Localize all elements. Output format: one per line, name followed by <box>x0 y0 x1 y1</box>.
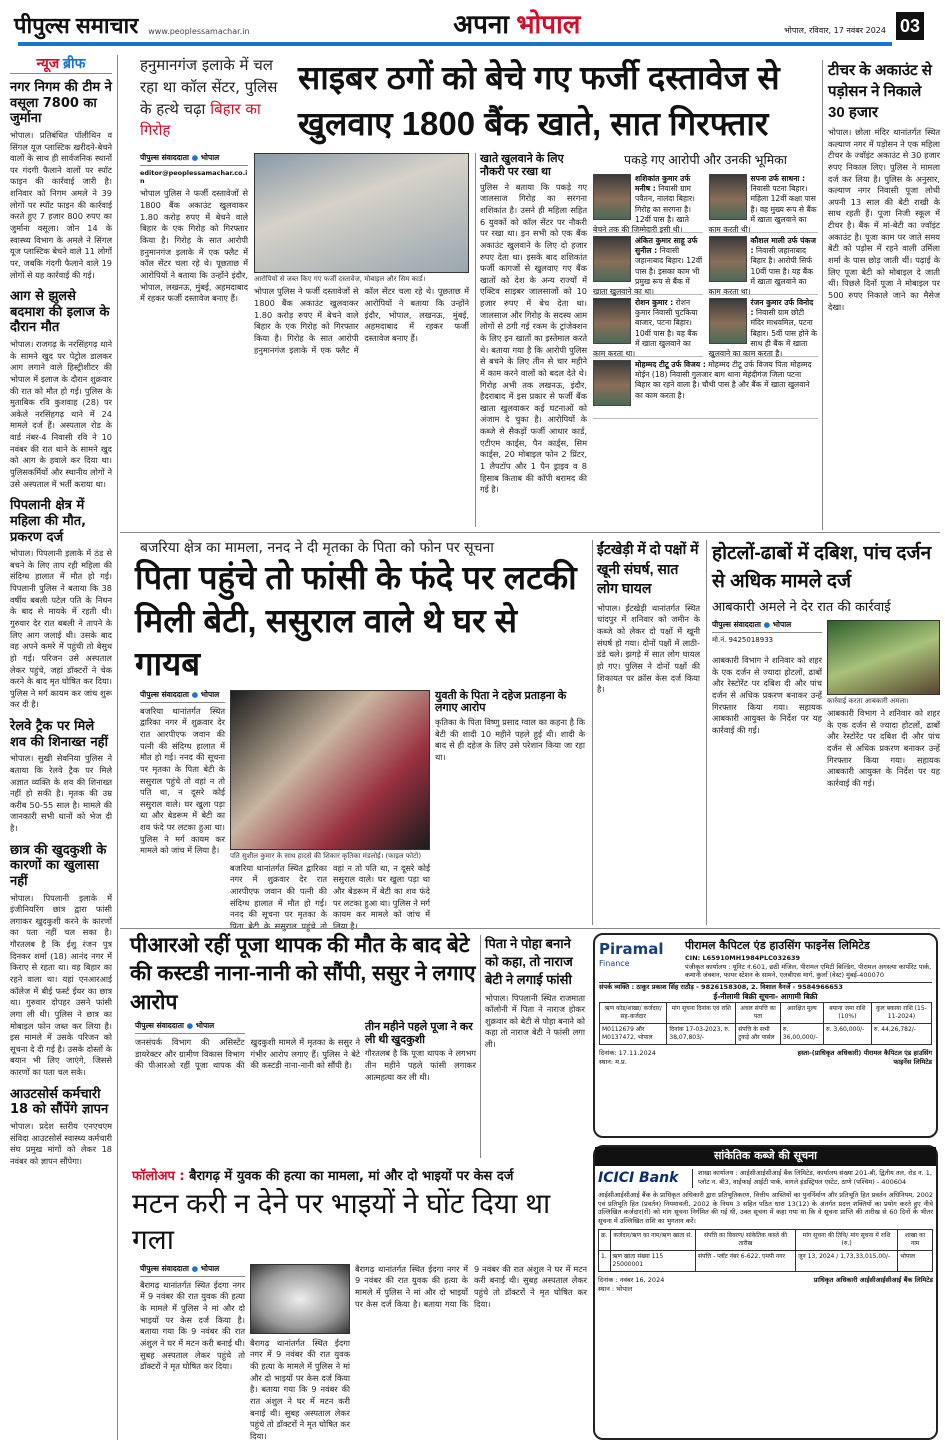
poha-body: भोपाल। पिपलानी स्थित राजमाता कॉलोनी में पिता ने नाराज होकर शुक्रवार को बेटी से पोहा बनाने को कहा तो नाराज बेटी ने फांसी लगा ली। <box>485 992 585 1050</box>
accused-photo <box>709 174 747 220</box>
section-title-b: भोपाल <box>516 9 581 40</box>
table-header: कुल बकाया राशि (15-11-2024) <box>871 1003 931 1024</box>
accused-photo <box>709 298 747 344</box>
accused-description: रोशन कुमार निवासी चुटकिया बाजार, पटना बिहार। 10वीं पास है। यह बैंक में खाता खुलवाने का काम करता था। <box>593 297 698 358</box>
table-header: शाखा का नाम <box>898 1229 933 1250</box>
accused-profile <box>593 233 703 295</box>
divider <box>120 532 940 533</box>
icici-signatory: प्राधिकृत अधिकारी आईसीआईसीआई बैंक लिमिटेड <box>813 1276 933 1285</box>
table-header: कर्जदार/ऋण का नाम/ऋण खाता सं. <box>610 1229 696 1250</box>
brief-body: भोपाल। पिपलानी इलाके में इंजीनियरिंग छात्र द्वारा फांसी लगाकर खुदकुशी करने के कारणों का पता नहीं चल सका है। गौरतलब है कि ईशु रंजन पुत्र दिनकर शर्मा (18) आनंद नगर में किराए से रहता था। वह बिहार का रहने वाला था। यहां एनआरआई कॉलेज में बीई फर्स्ट ईयर का छात्र था। गुरुवार दोपहर उसने फांसी लगा ली थी। पुलिस ने छात्र का मोबाइल फोन जब्त कर लिया है। इस मामले में उसके परिजन को सूचना दे दी गई है। उसके दोस्तों के बयान भी लिए जाएंगे, जिससे कारणों का पता चल सके। <box>10 892 112 1078</box>
accused-profile <box>709 233 819 295</box>
lead-story <box>140 55 818 527</box>
story2-photo-caption: पति सुशील कुमार के साथ हादसे की शिकार कृतिका मंडलोई। (फाइल फोटो) <box>230 851 422 860</box>
table-header: बयाना जमा राशि (10%) <box>824 1003 872 1024</box>
brief-title-a: न्यूज <box>36 55 60 71</box>
pro-sidebar-body: गौरतलब है कि पूजा थापक ने लगभग तीन महीने पहले फांसी लगाकर आत्महत्या कर ली थी। <box>365 1048 476 1082</box>
lead-kicker-highlight: बिहार का गिरोह <box>140 99 261 140</box>
piramal-address: पंजीकृत कार्यालय : यूनिट नं.601, छठी मंजिल, पीरामल एमिटी बिल्डिंग, पीरामल अगस्त्या कार्पोरेट पार्क, कमानी जंक्शन, फायर स्टेशन के सामने, एलबीएस मार्ग, कुर्ला (वेस्ट) मुंबई-400070 <box>685 962 932 980</box>
news-brief-title <box>10 55 112 74</box>
piramal-signatory: हस्ता-(प्राधिकृत अधिकारी) पीरामल कैपिटल एंड हाउसिंग फाइनेंस लिमिटेड <box>797 1049 932 1067</box>
piramal-place: स्थान: म.प्र. <box>599 1058 627 1067</box>
table-header: आरक्षित मूल्य <box>780 1003 823 1024</box>
table-header: संपत्ति का विवरण/ सांकेतिक कब्जे की तारीख <box>696 1229 796 1250</box>
brief-item <box>10 843 112 1079</box>
accused-name: कौशल माली उर्फ पंकज : <box>750 235 816 255</box>
story2-sidebar <box>435 690 585 925</box>
accused-name: सपना उर्फ साधना : <box>750 173 806 183</box>
table-cell: 1. <box>599 1250 611 1271</box>
divider <box>120 928 940 929</box>
accused-description: मोहम्मद टीटू उर्फ विजय पिता मोहम्मद मोईन (18) निवासी गुलजार बाग थाना मेहंदीगंज जिला पटना बिहार का रहने वाला है। चौथी पास है और बैंक में खाता खुलवाने का काम करता है। <box>635 359 812 400</box>
pro-body: जनसंपर्क विभाग की असिस्टेंट डायरेक्टर और ग्रामीण विकास विभाग की पीआरओ रहीं पूजा थापक की खुदकुशी मामले में मृतका के ससुर ने गंभीर आरोप लगाए हैं। पुलिस ने बेटे की कस्टडी नाना-नानी को सौंपी है। <box>135 1037 360 1071</box>
icici-body: आईसीआईसीआई बैंक के प्राधिकृत अधिकारी द्वारा प्रतिभूतिकरण, वित्तीय आस्तियों का पुनर्निर्माण और प्रतिभूति हित प्रवर्तन अधिनियम, 2002 एवं प्रतिभूति हित (प्रवर्तन) नियमावली, 2002 के नियम 3 सहित पठित धारा 13(12) के अंतर्गत प्रदत्त शक्तियों का प्रयोग करते हुए नीचे उल्लिखित कर्जदार(रों) को मांग सूचना निर्गमित की गई थी, उक्त सूचना में कहा गया था कि वे सूचना प्राप्ति की तारीख से 60 दिनों के भीतर सूचना में उल्लिखित राशि का भुगतान करें। <box>598 1190 933 1226</box>
masthead <box>14 6 924 40</box>
accused-grid <box>593 171 818 527</box>
brief-headline: रेलवे ट्रैक पर मिले शव की शिनाख्त नहीं <box>10 719 108 750</box>
pro-story <box>130 932 476 1158</box>
table-cell: भोपाल <box>898 1250 933 1271</box>
table-header: क्र. <box>599 1229 611 1250</box>
masthead-rule <box>18 42 892 46</box>
story2-headline: पिता पहुंचे तो फांसी के फंदे पर लटकी मिली बेटी, ससुराल वाले थे घर से गायब <box>135 559 577 682</box>
accused-profile <box>709 171 819 233</box>
brief-body: भोपाल। सुखी सेवनिया पुलिस ने बताया कि रेलवे ट्रैक पर मिले अज्ञात व्यक्ति के शव की शिनाख्त नहीं हो सकी है। मृतक की उम्र करीब 50-55 साल है। मामले की जानकारी सभी थानों को भेज दी है। <box>10 753 112 834</box>
lead-headline: साइबर ठगों को बेचे गए फर्जी दस्तावेज से खुलवाए 1800 बैंक खाते, सात गिरफ्तार <box>298 59 780 143</box>
lead-kicker-text: हनुमानगंज इलाके में चल रहा था कॉल सेंटर, पुलिस के हत्थे चढ़ा <box>140 56 278 118</box>
accused-profile <box>593 295 703 357</box>
brief-body: भोपाल। पिपलानी इलाके में ठंड से बचने के लिए ताप रही महिला की संदिग्ध हालात में मौत हो गई। पिपलानी पुलिस ने बताया कि 38 वर्षीय बबली पटेल पति के निधन के बाद से मायके में रहती थी। गुरुवार देर रात बबली ने तापने के लिए आग जलाई थी। उसके बाद वह अपने कमरे में पहुंची तो बेसुध हो गई। परिजन उसे अस्पताल लेकर पहुंचे, जहां डॉक्टरों ने चेक करने के बाद मृत घोषित कर दिया। पुलिस ने मर्ग कायम कर जांच शुरू कर दी है। <box>10 548 112 710</box>
mutton-body-2: बैरागढ़ थानांतर्गत स्थित ईदगा नगर में 9 नवंबर की रात युवक की हत्या के मामले में पुलिस ने मां और दो भाइयों पर केस दर्ज किया है। बताया गया कि 9 नवंबर की रात अंशुल ने घर में मटन करी बनाई थी। सुबह अस्पताल लेकर पहुंचे तो डॉक्टरों ने मृत घोषित कर दिया। <box>250 1337 350 1441</box>
accused-name: शशिकांत कुमार उर्फ मनीष : <box>635 173 691 193</box>
table-cell: रु. 36,00,000/- <box>780 1024 823 1045</box>
hotels-phone: मो.नं. 9425018933 <box>712 636 774 645</box>
brief-headline: छात्र की खुदकुशी के कारणों का खुलासा नहीं <box>10 842 107 889</box>
mutton-photo <box>250 1264 350 1334</box>
table-cell: जून 13, 2024 / 1,73,33,015.00/- <box>795 1250 897 1271</box>
accused-photo <box>593 298 631 344</box>
hotels-story <box>706 540 940 925</box>
lead-photo-caption: आरोपियों से जब्त किए गए फर्जी दस्तावेज, मोबाइल और सिम कार्ड। <box>254 275 426 284</box>
accused-description: निवासी जहानाबाद बिहार। 12वीं पास है। इसका काम भी प्रमुख रूप से बैंक में खाता खुलवाने का था। <box>593 246 703 296</box>
section-title <box>453 10 580 40</box>
table-header: मांग सूचना दिनांक एवं राशि <box>667 1003 736 1024</box>
brief-body: भोपाल। प्रतिबंधित पॉलीथिन व सिंगल यूज प्लास्टिक खरीदने-बेचने वालों के साथ ही सार्वजनिक स्थानों पर गंदगी फैलाने वालों पर स्पॉट फाइन की कार्रवाई जारी है। शनिवार को निगम अमले ने 39 लोगों पर स्पॉट फाइन की कार्रवाई करते हुए 7 हजार 800 रुपए का जुर्माना वसूला। जोन 14 के स्वास्थ्य विभाग के अमले ने सिंगल यूज प्लास्टिक बेचने वाले 11 लोगों पर, जबकि गंदगी फैलाने वाले 19 लोगों से यह कार्रवाई की गई। <box>10 129 112 280</box>
accused-name: मोहम्मद टीटू उर्फ विजय : <box>635 359 706 369</box>
piramal-date: दिनांक: 17.11.2024 <box>599 1049 656 1058</box>
piramal-title: पीरामल कैपिटल एंड हाउसिंग फाइनेंस लिमिटेड <box>685 939 870 952</box>
poha-headline: पिता ने पोहा बनाने को कहा, तो नाराज बेटी ने लगाई फांसी <box>485 936 573 988</box>
itkhedi-story <box>592 540 700 925</box>
story2-kicker: बजरिया क्षेत्र का मामला, ननद ने दी मृतका के पिता को फोन पर सूचना <box>140 540 494 556</box>
icici-address: शाखा कार्यालय : आईसीआईसीआई बैंक लिमिटेड, कार्यालय संख्या 201-बी, द्वितीय तल, रोड न. 1, प्लॉट न. बी3, वाईफाई आईटी पार्क, वागले इंडस्ट्रियल एस्टेट, ठाणे (पश्चिम) - 400604 <box>698 1168 932 1186</box>
accused-description: निवासी पटना बिहार। महिला 12वीं कक्षा पास है। वह मुख्य रूप से बैंक में खाता खुलवाने का काम करती थी। <box>708 184 817 234</box>
brief-headline: आउटसोर्स कर्मचारी 18 को सौंपेंगे ज्ञापन <box>10 1086 109 1118</box>
news-brief-column <box>10 55 118 1440</box>
pro-byline: पीपुल्स संवाददाता ● भोपाल <box>135 1021 245 1034</box>
lead-byline: पीपुल्स संवाददाता ● भोपाल <box>140 153 248 166</box>
accused-profile <box>709 295 819 357</box>
lead-kicker <box>140 55 290 147</box>
story2-byline: पीपुल्स संवाददाता ● भोपाल <box>140 690 225 703</box>
brief-item <box>10 719 112 835</box>
icici-notice-ad <box>593 1145 938 1440</box>
icici-place: स्थान : भोपाल <box>598 1284 633 1293</box>
icici-banner: सांकेतिक कब्जे की सूचना <box>595 1147 936 1166</box>
accused-name: रंजन कुमार उर्फ विनोद : <box>750 297 814 317</box>
brief-body: भोपाल। प्रदेश स्तरीय एनएचएम संविदा आउटसोर्स स्वास्थ्य कर्मचारी संघ प्रमुख मांगों को लेकर 18 नवंबर को ज्ञापन सौंपेगा। <box>10 1120 112 1166</box>
teacher-account-story <box>822 60 940 530</box>
brief-item <box>10 1087 112 1168</box>
table-cell: संपत्ति के सभी टुकड़े और पार्सल <box>736 1024 781 1045</box>
mutton-story <box>132 1166 587 1440</box>
story2-body: बजरिया थानांतर्गत स्थित द्वारिका नगर में शुक्रवार देर रात आरपीएफ जवान की पत्नी की संदिग्ध हालात में मौत हो गई। ननद की सूचना पर मृतका के पिता बेटी के ससुराल पहुंचे तो वहां न तो पति था, न दूसरे कोई ससुराल वाले। घर खुला पड़ा था और बेडरूम में बेटी का शव फंदे पर लटका हुआ था। पुलिस ने मर्ग कायम कर मामले को जांच में लिया है। <box>140 705 225 856</box>
lead-body-continued: भोपाल पुलिस ने फर्जी दस्तावेजों से 1800 बैंक अकाउंट खुलवाकर 1.80 करोड़ रुपए में बेचने वाले बिहार के एक गिरोह को गिरफ्तार किया है। गिरोह के सात आरोपी हनुमानगंज इलाके में एक फ्लैट में कॉल सेंटर चला रहे थे। पूछताछ में आरोपियों ने बताया कि उन्होंने इंदौर, भोपाल, लखनऊ, मुंबई, अहमदाबाद में रहकर फर्जी दस्तावेज बनाए हैं। <box>254 286 469 355</box>
accused-name: अंकित कुमार साहू उर्फ सुनील : <box>635 235 698 255</box>
table-header: ऋण कोड/शाखा/ कर्जदार/सह-कर्जदार <box>600 1003 667 1024</box>
section-title-a: अपना <box>453 9 510 40</box>
hotels-headline: होटलों-ढाबों में दबिश, पांच दर्जन से अधिक मामले दर्ज <box>712 543 932 592</box>
table-cell: ऋण खाता संख्या 115 25000001 <box>610 1250 696 1271</box>
poha-story <box>480 935 585 1158</box>
accused-title: पकड़े गए आरोपी और उनकी भूमिका <box>623 153 788 168</box>
brief-headline: आग से झुलसे बदमाश की इलाज के दौरान मौत <box>10 289 110 336</box>
teacher-account-headline: टीचर के अकाउंट से पड़ोसन ने निकाले 30 हजार <box>828 62 932 121</box>
story2-sidebar-body: कृतिका के पिता विष्णु प्रसाद ग्वाल का कहना है कि बेटी की शादी 10 महीने पहले हुई थी। शादी के बाद से ही दहेज के लिए उसे परेशान किया जा रहा था। <box>435 716 585 762</box>
mutton-body: बैरागढ़ थानांतर्गत स्थित ईदगा नगर में 9 नवंबर की रात युवक की हत्या के मामले में पुलिस ने मां और दो भाइयों पर केस दर्ज किया है। बताया गया कि 9 नवंबर की रात अंशुल ने घर में मटन करी बनाई थी। सुबह अस्पताल लेकर पहुंचे तो डॉक्टरों ने मृत घोषित कर दिया। <box>140 1279 245 1372</box>
brief-headline: पिपलानी क्षेत्र में महिला की मौत, प्रकरण दर्ज <box>10 498 87 545</box>
accused-profile <box>593 171 703 233</box>
piramal-notice-title: ई-नीलामी बिक्री सूचना- आगामी बिक्री <box>713 991 818 1001</box>
teacher-account-body: भोपाल। छोला मंदिर थानांतर्गत स्थित कल्याण नगर में पड़ोसन ने एक महिला टीचर के ज्वॉइंट अकाउंट से 30 हजार रुपए निकाल लिए। पुलिस ने मामला दर्ज कर लिया है। पुलिस के अनुसार, कल्याण नगर निवासी पूजा लोधी अपनी 13 साल की बेटी राखी के साथ रहती हैं। पूजा निजी स्कूल में टीचर है। बैंक में मां-बेटी का ज्वॉइंट अकाउंट है। पूजा काम पर जाते समय बेटी को पड़ोस में रहने वाली उर्मिला शर्मा के पास छोड़ जाती थीं। पढ़ाई के लिए पूजा बेटी को मोबाइल दे जाती थीं। पिछले दिनों पूजा ने मोबाइल पर 500 रुपए निकाले जाने का मैसेज देखा। <box>828 127 940 312</box>
accused-panel <box>593 153 818 527</box>
lead-photo-documents <box>254 153 469 273</box>
accused-photo <box>593 360 631 406</box>
lead-sidebar-body: पुलिस ने बताया कि पकड़े गए जालसाज गिरोह का सरगना शशिकांत है। उसने ही महिला सहित 6 युवकों को कॉल सेंटर पर नौकरी पर रखा था। इन सभी को एक बैंक अकाउंट खुलवाने के लिए दो हजार रुपए देता था। इसके बाद शशिकांत फर्जी कागजों से खुलवाए गए बैंक खातों को देश के अन्य राज्यों में एक्टिव साइबर जालसाजों को 10 हजार रुपए में बेच देता था। जालसाज और गिरोह के सदस्य आम लोगों से ठगी गई रकम के ट्रांजेक्शन के लिए इन खातों का इस्तेमाल करते थे। बताया गया है कि आरोपी पुलिस से बचने के लिए तीन से चार महीने में काम करने वालों को बदल देते थे। गिरोह अभी तक लखनऊ, इंदौर, हैदराबाद में इस प्रकार से फर्जी बैंक खाता खुलवाकर कई घटनाओं को अंजाम दे चुका है। आरोपियों के कब्जे से सैकड़ों फर्जी आधार कार्ड, एटीएम कार्ड्स, पैन कार्ड्स, सिम कार्ड्स, 20 मोबाइल फोन 2 प्रिंटर, 1 लैपटॉप और 1 पैन ड्राइव व 8 हिसाब किताब की कॉपी बरामद की गई है। <box>480 181 587 495</box>
piramal-table <box>599 1002 932 1045</box>
story2-sidebar-headline: युवती के पिता ने दहेज प्रताड़ना के लगाए आरोप <box>435 689 567 715</box>
story2-couple-photo <box>230 690 430 850</box>
accused-description: निवासी ग्राम छोटी मंदिर माधवमिल, पटना बिहार। 5वीं पास होने के साथ ही बैंक में खाता खुलवाने का काम करता है। <box>708 308 817 358</box>
icici-table <box>598 1229 933 1272</box>
brief-item <box>10 80 112 281</box>
table-header: अचल संपत्ति का पता <box>736 1003 781 1024</box>
mutton-kicker: फॉलोअप : बैरागढ़ में युवक की हत्या का मामला, मां और दो भाइयों पर केस दर्ज <box>132 1169 514 1184</box>
pro-sidebar <box>365 1021 476 1158</box>
itkhedi-headline: ईंटखेड़ी में दो पक्षों में खूनी संघर्ष, सात लोग घायल <box>597 541 699 597</box>
piramal-notice-ad <box>593 933 938 1138</box>
table-cell: M0112679 और M0137472, भोपाल <box>600 1024 667 1045</box>
table-cell: रु. 44,26,782/- <box>871 1024 931 1045</box>
hotels-photo-caption: कार्रवाई करता आबकारी अमला। <box>827 697 909 706</box>
table-cell: रु. 3,60,000/- <box>824 1024 872 1045</box>
lead-body: भोपाल पुलिस ने फर्जी दस्तावेजों से 1800 बैंक अकाउंट खुलवाकर 1.80 करोड़ रुपए में बेचने वाले बिहार के एक गिरोह को गिरफ्तार किया है। गिरोह के सात आरोपी हनुमानगंज इलाके में एक फ्लैट में कॉल सेंटर चला रहे थे। पूछताछ में आरोपियों ने बताया कि उन्होंने इंदौर, भोपाल, लखनऊ, मुंबई, अहमदाबाद में रहकर फर्जी दस्तावेज बनाए हैं। <box>140 188 248 304</box>
brief-body: भोपाल। राजगढ़ के नरसिंहगढ़ थाने के सामने खुद पर पेट्रोल डालकर आग लगाने वाले हिस्ट्रीशीटर की भोपाल में इलाज के दौरान शुक्रवार की रात को मौत हो गई। पुलिस के मुताबिक रवि कुशवाह (28) पर अकेले नरसिंहगढ़ थाने में 24 मामले दर्ज हैं। अस्पताल रोड के वार्ड नंबर-4 निवासी रवि ने 10 नवंबर की रात थाने के सामने खुद को आग के हवाले कर दिया था। पुलिसकर्मियों और स्थानीय लोगों ने उसे अस्पताल में भर्ती कराया था। <box>10 338 112 489</box>
pro-sidebar-headline: तीन महीने पहले पूजा ने कर ली थी खुदकुशी <box>365 1021 473 1046</box>
piramal-cin: CIN: L65910MH1984PLC032639 <box>685 953 801 962</box>
dateline: भोपाल, रविवार, 17 नवंबर 2024 <box>784 26 886 35</box>
brief-item <box>10 498 112 711</box>
hotels-subhead: आबकारी अमले ने देर रात की कार्रवाई <box>712 600 891 616</box>
accused-photo <box>593 174 631 220</box>
brief-item <box>10 289 112 490</box>
accused-description: निवासी जहानाबाद बिहार है। आरोपी सिर्फ 10वीं पास है। यह बैंक में खाता खुलवाने का काम करता था। <box>708 246 813 296</box>
table-cell: संपत्ति - प्लॉट नंबर 6-622, एमपी नगर <box>696 1250 796 1271</box>
website-link[interactable]: www.peoplessamachar.in <box>148 27 250 36</box>
brief-headline: नगर निगम की टीम ने वसूला 7800 का जुर्माना <box>10 80 112 127</box>
accused-photo <box>593 236 631 282</box>
accused-name: रोशन कुमार : <box>635 297 674 307</box>
hotels-raid-photo <box>827 620 940 695</box>
mutton-byline: पीपुल्स संवाददाता ● भोपाल <box>140 1264 245 1277</box>
lead-sidebar <box>475 153 587 527</box>
itkhedi-body: भोपाल। ईंटखेड़ी थानांतर्गत स्थित चांदपुर में शनिवार को जमीन के कब्जे को लेकर दो पक्षों में खूनी संघर्ष हो गया। दोनों पक्षों में लाठी-डंडे चले। झगड़े में सात लोग घायल हो गए। पुलिस ने दोनों पक्षों की शिकायत पर क्रॉस केस दर्ज किया है। <box>597 602 700 695</box>
table-header: मांग सूचना की तिथि/ मांग सूचना में राशि (रु.) <box>795 1229 897 1250</box>
newspaper-logo: पीपुल्स समाचार <box>14 13 139 38</box>
piramal-contact: संपर्क व्यक्ति : ठाकुर प्रकाश सिंह राठौड़ - 9826158308, 2. विशाल वैनर्जे - 9584966653 <box>599 983 843 992</box>
mutton-body-3: बैरागढ़ थानांतर्गत स्थित ईदगा नगर में 9 नवंबर की रात युवक की हत्या के मामले में पुलिस ने मां और दो भाइयों पर केस दर्ज किया है। बताया गया कि 9 नवंबर की रात अंशुल ने घर में मटन करी बनाई थी। सुबह अस्पताल लेकर पहुंचे तो डॉक्टरों ने मृत घोषित कर दिया। <box>355 1263 587 1309</box>
story2 <box>135 538 585 931</box>
accused-profile <box>593 357 818 419</box>
icici-logo: ICICI Bank <box>598 1169 693 1188</box>
story2-body-continued: बजरिया थानांतर्गत स्थित द्वारिका नगर में शुक्रवार देर रात आरपीएफ जवान की पत्नी की संदिग्ध हालात में मौत हो गई। ननद की सूचना पर मृतका के पिता बेटी के ससुराल पहुंचे तो वहां न तो पति था, न दूसरे कोई ससुराल वाले। घर खुला पड़ा था और बेडरूम में बेटी का शव फंदे पर लटका हुआ था। पुलिस ने मर्ग कायम कर मामले को जांच में लिया है। <box>230 862 430 931</box>
hotels-byline: पीपुल्स संवाददाता ● भोपाल <box>712 620 822 633</box>
table-cell: दिनांक 17-03-2023, रु. 38,07,803/- <box>667 1024 736 1045</box>
page-number: 03 <box>896 12 924 40</box>
accused-description: निवासी ग्राम पवैतन, नालंदा बिहार। गिरोह का सरगना है। 12वीं पास है। खाते बेचने तक की जिम्मेदारी इसी थी। <box>593 184 695 234</box>
lead-email: editor@peoplessamachar.co.in <box>140 169 248 186</box>
icici-date: दिनांक : नवंबर 16, 2024 <box>598 1276 665 1285</box>
lead-sidebar-headline: खाते खुलवाने के लिए नौकरी पर रखा था <box>480 153 564 179</box>
hotels-body: आबकारी विभाग ने शनिवार को शहर के एक दर्जन से ज्यादा होटलों, ढाबों और रेस्टोरेंट पर दबिश दी और पांच दर्जन से अधिक प्रकरण बनाकर उन्हें गिरफ्तार किया गया। सहायक आबकारी आयुक्त के निर्देश पर यह कार्रवाई की गई। <box>712 655 822 735</box>
pro-headline: पीआरओ रहीं पूजा थापक की मौत के बाद बेटे की कस्टडी नाना-नानी को सौंपी, ससुर ने लगाए आरोप <box>130 934 476 1014</box>
brief-title-b: ब्रीफ <box>63 55 86 71</box>
mutton-headline: मटन करी न देने पर भाइयों ने घोंट दिया था गला <box>132 1188 551 1256</box>
hotels-body-continued: आबकारी विभाग ने शनिवार को शहर के एक दर्जन से ज्यादा होटलों, ढाबों और रेस्टोरेंट पर दबिश दी और पांच दर्जन से अधिक प्रकरण बनाकर उन्हें गिरफ्तार किया गया। सहायक आबकारी आयुक्त के निर्देश पर यह कार्रवाई की गई। <box>827 708 940 789</box>
accused-photo <box>709 236 747 282</box>
piramal-logo: Piramal Finance <box>599 940 664 969</box>
